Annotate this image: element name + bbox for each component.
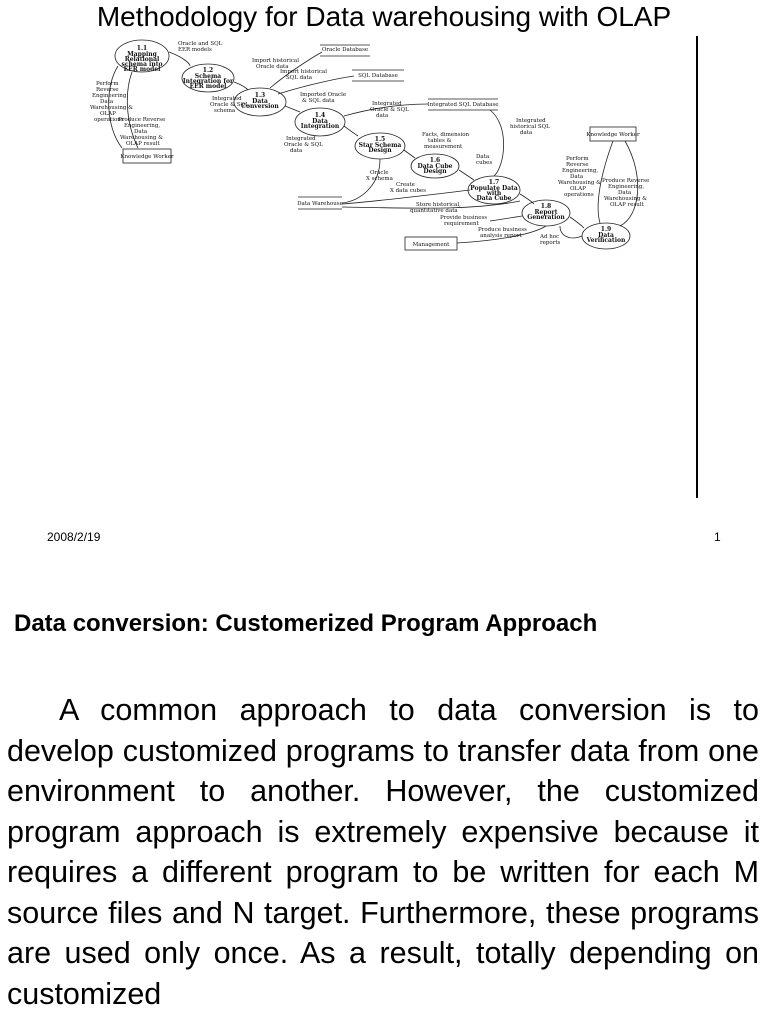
svg-text:quantitative data: quantitative data [410,208,458,214]
svg-text:Generation: Generation [527,214,565,221]
vertical-divider [696,36,698,498]
svg-text:1.3: 1.3 [254,92,266,99]
slide-date: 2008/2/19 [47,530,101,544]
svg-text:1.4: 1.4 [314,112,326,119]
slide-title: Methodology for Data warehousing with OLAP [96,1,672,32]
svg-text:Oracle and SQL: Oracle and SQL [178,41,223,47]
svg-text:EER model: EER model [123,66,161,73]
svg-text:Integration: Integration [300,123,340,130]
svg-text:EER model: EER model [189,83,227,90]
svg-text:Star Schema: Star Schema [358,142,402,149]
svg-text:Perform: Perform [96,81,119,87]
svg-text:Data Cube: Data Cube [417,163,453,170]
svg-text:Knowledge Worker: Knowledge Worker [586,132,640,138]
svg-text:Schema: Schema [194,73,222,80]
svg-text:Produce business: Produce business [478,227,527,233]
svg-text:Knowledge Worker: Knowledge Worker [120,154,174,160]
svg-text:OLAP: OLAP [570,186,586,192]
page-number: 1 [714,530,721,544]
svg-text:Warehousing &: Warehousing & [120,135,164,141]
svg-text:requirement: requirement [444,221,479,227]
svg-text:Engineering,: Engineering, [562,168,599,174]
svg-text:Design: Design [368,147,392,154]
svg-text:Data Cube: Data Cube [476,195,512,202]
svg-text:Data: Data [618,190,632,196]
svg-text:Produce Reverse: Produce Reverse [602,178,650,184]
svg-text:Integrated: Integrated [516,118,546,124]
svg-text:Data: Data [100,99,114,105]
svg-text:Oracle data: Oracle data [256,64,289,70]
svg-text:historical SQL: historical SQL [510,124,550,130]
svg-text:data: data [520,130,533,136]
svg-text:Create: Create [396,182,415,188]
svg-text:Provide business: Provide business [440,215,488,221]
svg-text:operations: operations [564,192,594,198]
svg-text:EER models: EER models [178,47,212,53]
svg-text:Oracle Database: Oracle Database [321,47,369,53]
svg-text:reports: reports [540,240,561,246]
svg-text:Facts, dimension: Facts, dimension [422,132,470,138]
svg-text:Engineering,: Engineering, [608,184,645,190]
svg-text:Warehousing &: Warehousing & [604,196,648,202]
svg-text:cubes: cubes [476,160,493,166]
svg-text:Integrated: Integrated [372,101,402,107]
svg-text:Data: Data [570,174,584,180]
svg-text:schema into: schema into [121,61,163,68]
svg-text:analysis report: analysis report [480,233,522,239]
svg-text:1.8: 1.8 [540,203,552,210]
svg-text:SQL Database: SQL Database [358,73,398,79]
svg-text:1.6: 1.6 [429,157,441,164]
svg-text:X data cubes: X data cubes [390,188,426,194]
svg-text:Design: Design [423,168,447,175]
svg-text:Reverse: Reverse [566,162,589,168]
svg-text:tables &: tables & [428,138,452,144]
svg-text:Perform: Perform [566,156,589,162]
body-text [7,690,759,1014]
svg-text:Integrated SQL Database: Integrated SQL Database [427,102,499,108]
svg-text:Engineering,: Engineering, [92,93,129,99]
svg-text:Conversion: Conversion [241,103,279,110]
svg-text:Oracle & SQL: Oracle & SQL [284,142,323,148]
svg-text:Import historical: Import historical [252,58,299,64]
data-flow-diagram-svg [90,36,650,276]
svg-text:Engineering,: Engineering, [124,123,161,129]
svg-text:1.7: 1.7 [488,179,500,186]
svg-text:data: data [290,148,303,154]
svg-text:Report: Report [534,209,558,216]
svg-text:Data Warehouse: Data Warehouse [297,201,343,207]
svg-text:Verification: Verification [586,237,626,244]
svg-text:measurement: measurement [424,144,463,150]
svg-text:Integrated: Integrated [212,96,242,102]
svg-text:Ad hoc: Ad hoc [540,234,560,240]
svg-text:data: data [376,113,389,119]
svg-text:Data: Data [476,154,490,160]
svg-text:Mapping: Mapping [127,51,157,58]
svg-text:Integrated: Integrated [286,136,316,142]
svg-text:1.9: 1.9 [600,226,612,233]
svg-text:Oracle: Oracle [370,170,389,176]
svg-text:Imported Oracle: Imported Oracle [300,92,347,98]
svg-text:& SQL data: & SQL data [302,98,335,104]
svg-text:Data: Data [312,118,328,125]
svg-text:1.2: 1.2 [202,67,214,74]
svg-text:Warehousing &: Warehousing & [558,180,602,186]
svg-text:OLAP result: OLAP result [126,141,160,147]
svg-text:Store historical,: Store historical, [416,202,461,208]
svg-text:Warehousing &: Warehousing & [90,105,134,111]
svg-text:1.1: 1.1 [136,45,148,52]
svg-text:operations: operations [94,117,124,123]
svg-text:Produce Reverse: Produce Reverse [118,117,166,123]
svg-text:Oracle & SQL: Oracle & SQL [210,102,249,108]
svg-text:Import historical: Import historical [280,69,327,75]
section-heading: Data conversion: Customerized Program Approach [14,610,598,637]
svg-text:Relational: Relational [124,56,160,63]
svg-text:1.5: 1.5 [374,136,386,143]
svg-text:with: with [486,190,502,197]
svg-text:Populate Data: Populate Data [470,185,518,192]
svg-text:OLAP: OLAP [100,111,116,117]
svg-text:OLAP result: OLAP result [610,202,644,208]
data-flow-diagram [90,36,650,276]
svg-text:X schema: X schema [366,176,393,182]
svg-text:Data: Data [252,98,268,105]
svg-text:Data: Data [134,129,148,135]
svg-text:Data: Data [598,232,614,239]
svg-text:Oracle & SQL: Oracle & SQL [370,107,409,113]
body-paragraph: A common approach to data conversion is to develop customized programs to transfer data from one environment to another. However, the customized program approach is extremely expensive because it requires a different program to be written for each M source files and N target. Furthermore, these programs are used only once. As a result, totally depending on customized [7,693,759,1011]
svg-text:schema: schema [214,108,236,114]
svg-text:SQL data: SQL data [286,75,312,81]
svg-text:Integration for: Integration for [182,78,234,85]
svg-text:Management: Management [412,242,450,248]
svg-text:Reverse: Reverse [96,87,119,93]
